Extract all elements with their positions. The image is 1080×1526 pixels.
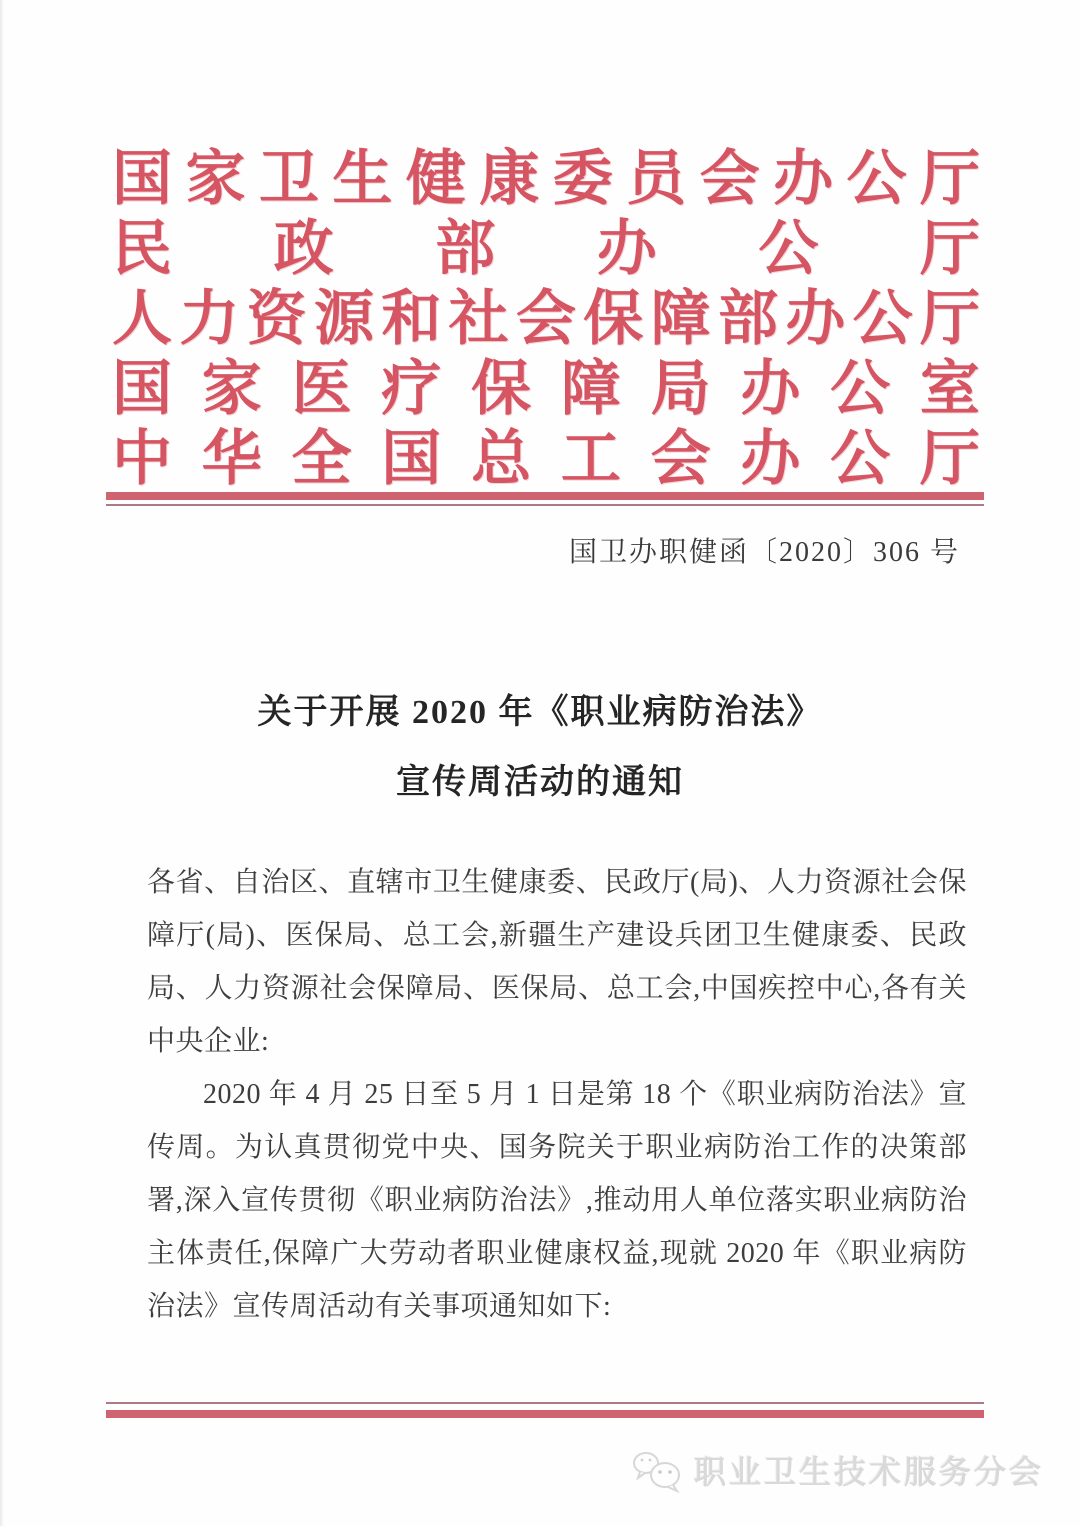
notice-title-line-1: 关于开展 2020 年《职业病防治法》 <box>257 694 823 731</box>
watermark-label: 职业卫生技术服务分会 <box>693 1454 1044 1490</box>
wechat-icon <box>632 1447 684 1493</box>
letterhead-line-4: 国 家 医 疗 保 障 局 办 公 室 <box>112 356 980 422</box>
top-red-separator-thick-bar <box>106 492 984 500</box>
watermark <box>632 1447 1044 1493</box>
notice-body <box>147 856 967 1333</box>
notice-title <box>0 678 1080 818</box>
notice-title-line-2: 宣传周活动的通知 <box>396 764 684 801</box>
body-paragraph: 2020 年 4 月 25 日至 5 月 1 日是第 18 个《职业病防治法》宣传周。为认真贯彻党中央、国务院关于职业病防治工作的决策部署,深入宣传贯彻《职业病防治法》,推动用人单位落实职业病防治主体责任,保障广大劳动者职业健康权益,现就 2020 年《职业病防治法》宣传周活动有关事项通知如下: <box>147 1079 967 1322</box>
bottom-red-separator <box>106 1402 984 1418</box>
letterhead-line-5: 中 华 全 国 总 工 会 办 公 厅 <box>112 426 980 492</box>
top-red-separator <box>106 492 984 506</box>
letterhead-line-1: 国 家 卫 生 健 康 委 员 会 办 公 厅 <box>112 146 980 212</box>
letterhead <box>112 144 980 494</box>
bottom-red-separator-thick-bar <box>106 1410 984 1418</box>
salutation-paragraph: 各省、自治区、直辖市卫生健康委、民政厅(局)、人力资源社会保障厅(局)、医保局、总工会,新疆生产建设兵团卫生健康委、民政局、人力资源社会保障局、医保局、总工会,中国疾控中心,各有关中央企业: <box>147 867 967 1057</box>
letterhead-line-2: 民 政 部 办 公 厅 <box>112 216 980 282</box>
top-red-separator-thin-bar <box>106 504 984 506</box>
doc-number: 国卫办职健函〔2020〕306 号 <box>568 537 960 568</box>
letterhead-line-3: 人 力 资 源 和 社 会 保 障 部 办 公 厅 <box>112 286 980 352</box>
